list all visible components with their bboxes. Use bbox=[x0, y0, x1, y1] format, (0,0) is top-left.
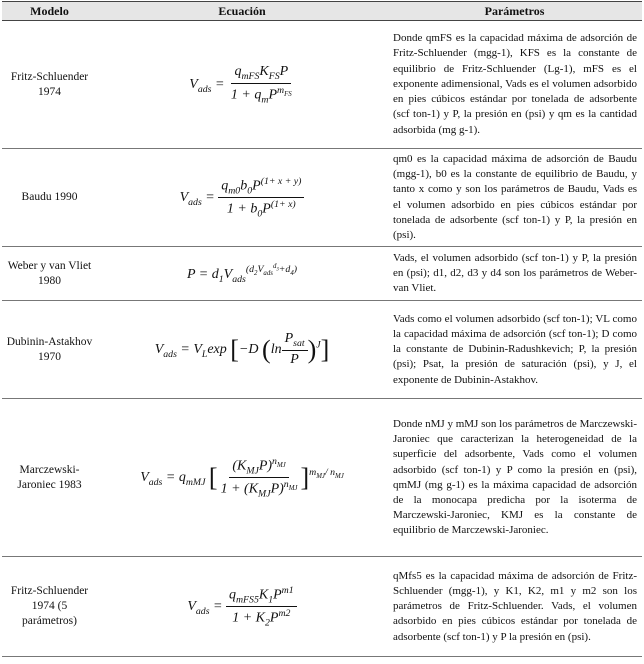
equation-formula: $P = d_1V_{ads}^{(d_2V_{ads}^{d_3}+d_4)}$ bbox=[186, 262, 298, 285]
header-model: Modelo bbox=[2, 2, 97, 21]
params-cell: qm0 es la capacidad máxima de adsorción de Baudu (mgg-1), b0 es la constante de equilibrio de Baudu, y tanto x como y son los parámetros de Baudu, Vads es el volumen adsorbido en pies cúbicos estándar por tonelada de adsorbente (scf ton-1) y P, la presión en (psi). bbox=[387, 149, 642, 247]
model-cell: Marczewski-Jaroniec 1983 bbox=[2, 399, 97, 557]
header-params: Parámetros bbox=[387, 2, 642, 21]
table-row bbox=[2, 21, 642, 149]
model-cell: Dubinin-Astakhov 1970 bbox=[2, 301, 97, 399]
table-row bbox=[2, 149, 642, 247]
equation-formula: $V_{ads}$ = $\frac{q_{mFS5}K_1P^{m1}}{1 + K_2P^{m2}}$ bbox=[187, 599, 296, 614]
equation-cell bbox=[97, 557, 387, 657]
model-cell: Fritz-Schluender 1974 bbox=[2, 21, 97, 149]
params-cell: qMfs5 es la capacidad máxima de adsorción de Fritz-Schluender (mgg-1), y K1, K2, m1 y m2 son los parámetros de Fritz-Schluender. Vads, el volumen adsorbido en pies cúbicos estándar por tonelada de adsorbente (scf ton-1) y P la presión en (psi). bbox=[387, 557, 642, 657]
equation-cell bbox=[97, 301, 387, 399]
equation-cell bbox=[97, 247, 387, 301]
table-row bbox=[2, 557, 642, 657]
table-row bbox=[2, 247, 642, 301]
equation-formula: $V_{ads} = V_L\exp$ [−D (ln $\frac{P_{sat}}{P}$ )$^J$] bbox=[154, 331, 330, 368]
equation-formula: $V_{ads}$ = $\frac{q_{mFS}K_{FS}P}{1 + q_mP^{m_{FS}}}$ bbox=[189, 63, 292, 106]
header-equation: Ecuación bbox=[97, 2, 387, 21]
model-cell: Weber y van Vliet 1980 bbox=[2, 247, 97, 301]
isotherm-models-table bbox=[2, 1, 642, 657]
params-cell: Donde qmFS es la capacidad máxima de adsorción de Fritz-Schluender (mgg-1), KFS es la constante de equilibrio de Fritz-Schluender (Lg-1), mFS es el exponente adimensional, Vads es el volumen adsorbido en pies cúbicos estándar por tonelada de adsorbente (scf ton-1) y P, la presión en (psi) y qm es la cantidad adsorbida (mg g-1). bbox=[387, 21, 642, 149]
table-row bbox=[2, 301, 642, 399]
params-cell: Vads como el volumen adsorbido (scf ton-1); VL como la capacidad máxima de adsorción (scf ton-1); D como la constante de Dubinin-Radushkevich; P, la presión (psi); Psat, la presión de saturación (psi), y J, el exponente de Dubinin-Astakhov. bbox=[387, 301, 642, 399]
table-row bbox=[2, 399, 642, 557]
model-cell: Fritz-Schluender 1974 (5 parámetros) bbox=[2, 557, 97, 657]
equation-cell bbox=[97, 149, 387, 247]
model-cell: Baudu 1990 bbox=[2, 149, 97, 247]
equation-cell bbox=[97, 399, 387, 557]
table-header-row bbox=[2, 2, 642, 21]
params-cell: Donde nMJ y mMJ son los parámetros de Marczewski-Jaroniec que caracterizan la heterogeneidad de la superficie del adsorbente, Vads como el volumen adsorbido (scf ton-1) y P como la presión en (psi), qmMJ (mg g-1) es la máxima capacidad de adsorción de la monocapa predicha por la isoterma de Marczewski-Jaroniec, KMJ es la constante de equilibrio de Marczewski-Jaroniec. bbox=[387, 399, 642, 557]
equation-formula: $V_{ads}$ = $\frac{q_{m0}b_0P^{(1+ x + y)}}{1 + b_0P^{(1+ x)}}$ bbox=[180, 190, 305, 205]
equation-cell bbox=[97, 21, 387, 149]
equation-formula: $V_{ads} = q_{mMJ}$ [ $\frac{(K_{MJ}P)^{n_{MJ}}}{1 + (K_{MJ}P)^{n_{MJ}}}$ ]$^{m_{MJ}/ n_{MJ}}$ bbox=[140, 455, 344, 500]
params-cell: Vads, el volumen adsorbido (scf ton-1) y P, la presión en (psi); d1, d2, d3 y d4 son los parámetros de Weber-van Vliet. bbox=[387, 247, 642, 301]
